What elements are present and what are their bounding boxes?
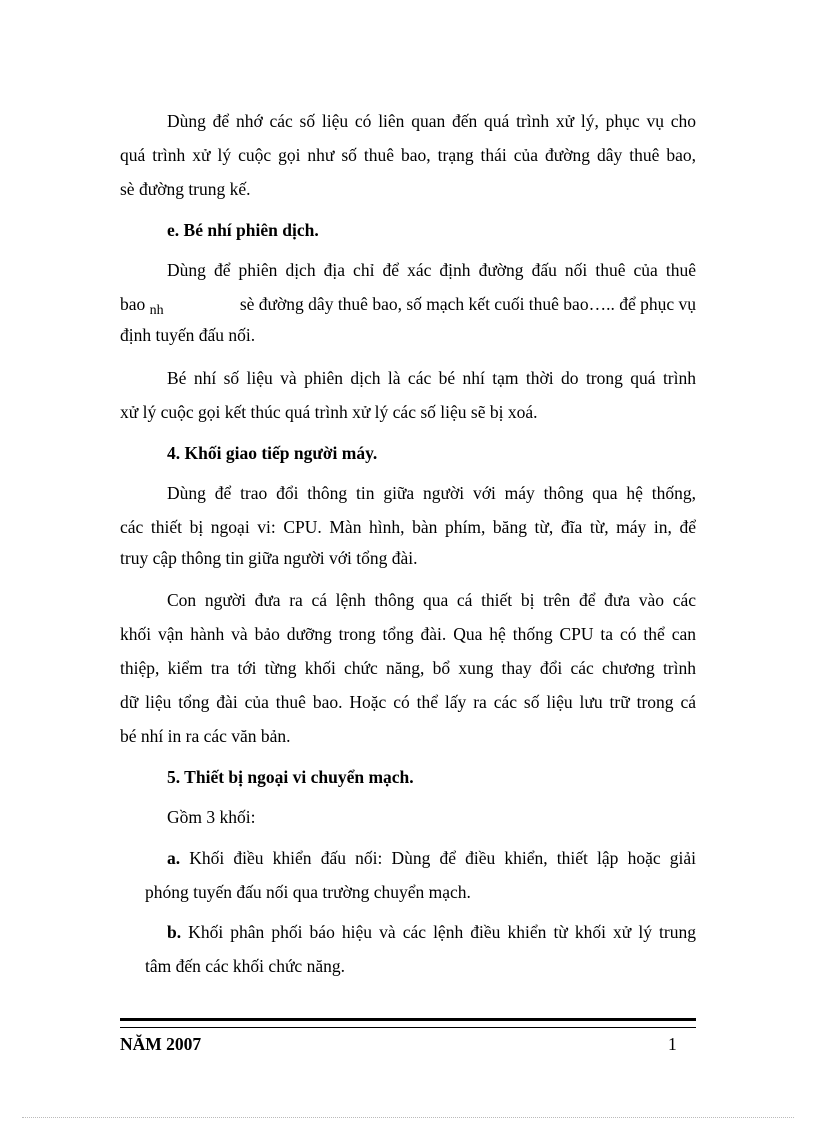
list-item-b — [167, 922, 696, 942]
section-heading: 4. Khối giao tiếp người máy. — [167, 443, 378, 463]
paragraph-line: tâm đến các khối chức năng. — [145, 956, 345, 976]
paragraph-line: Dùng để nhớ các số liệu có liên quan đến quá trình xử lý, phục vụ cho — [167, 111, 696, 131]
paragraph-line: định tuyến đấu nối. — [120, 325, 256, 345]
paragraph-line: thiệp, kiểm tra tới từng khối chức năng, bổ xung thay đổi các chương trình — [120, 658, 696, 678]
paragraph-line: khối vận hành và bảo dưỡng trong tổng đài. Qua hệ thống CPU ta có thể can — [120, 624, 696, 644]
paragraph-line: bé nhí in ra các văn bản. — [120, 726, 291, 746]
footer-rule-thick — [120, 1018, 696, 1021]
list-marker: b. — [167, 922, 182, 942]
paragraph-line: xử lý cuộc gọi kết thúc quá trình xử lý các số liệu sẽ bị xoá. — [120, 402, 538, 422]
list-item-a — [167, 848, 696, 868]
paragraph-line: các thiết bị ngoại vi: CPU. Màn hình, bàn phím, băng từ, đĩa từ, máy in, để — [120, 517, 696, 537]
paragraph-line: Con người đưa ra cá lệnh thông qua cá thiết bị trên để đưa vào các — [167, 590, 696, 610]
page-number: 1 — [668, 1034, 677, 1054]
footer-rule-thin — [120, 1027, 696, 1028]
paragraph-line: Dùng để trao đổi thông tin giữa người với máy thông qua hệ thống, — [167, 483, 696, 503]
paragraph-text: sè đường dây thuê bao, số mạch kết cuối thuê bao….. để phục vụ — [239, 294, 696, 314]
paragraph-line: dữ liệu tổng đài của thuê bao. Hoặc có thể lấy ra các số liệu lưu trữ trong cá — [120, 692, 696, 712]
list-marker: a. — [167, 848, 181, 868]
paragraph-line: sè đường trung kế. — [120, 179, 251, 199]
list-item-text: Khối phân phối báo hiệu và các lệnh điều khiển từ khối xử lý trung — [181, 922, 696, 942]
paragraph-line: truy cập thông tin giữa người với tổng đài. — [120, 548, 418, 568]
paragraph-fragment — [120, 294, 164, 317]
paragraph-line: quá trình xử lý cuộc gọi như số thuê bao, trạng thái của đường dây thuê bao, — [120, 145, 696, 165]
paragraph-line: Bé nhí số liệu và phiên dịch là các bé nhí tạm thời do trong quá trình — [167, 368, 696, 388]
list-item-text: Khối điều khiển đấu nối: Dùng để điều khiển, thiết lập hoặc giải — [180, 848, 696, 868]
subscript-text: nh — [149, 303, 164, 318]
paragraph-text: bao — [120, 294, 146, 314]
paragraph-line: Dùng để phiên dịch địa chỉ để xác định đường đấu nối thuê của thuê — [167, 260, 696, 280]
paragraph-line: Gồm 3 khối: — [167, 807, 256, 827]
page-bottom-divider — [22, 1117, 794, 1118]
paragraph-line — [120, 294, 696, 317]
section-heading: 5. Thiết bị ngoại vi chuyển mạch. — [167, 767, 414, 787]
footer-year: NĂM 2007 — [120, 1034, 202, 1054]
paragraph-line: phóng tuyến đấu nối qua trường chuyển mạch. — [145, 882, 471, 902]
section-heading: e. Bé nhí phiên dịch. — [167, 220, 319, 240]
